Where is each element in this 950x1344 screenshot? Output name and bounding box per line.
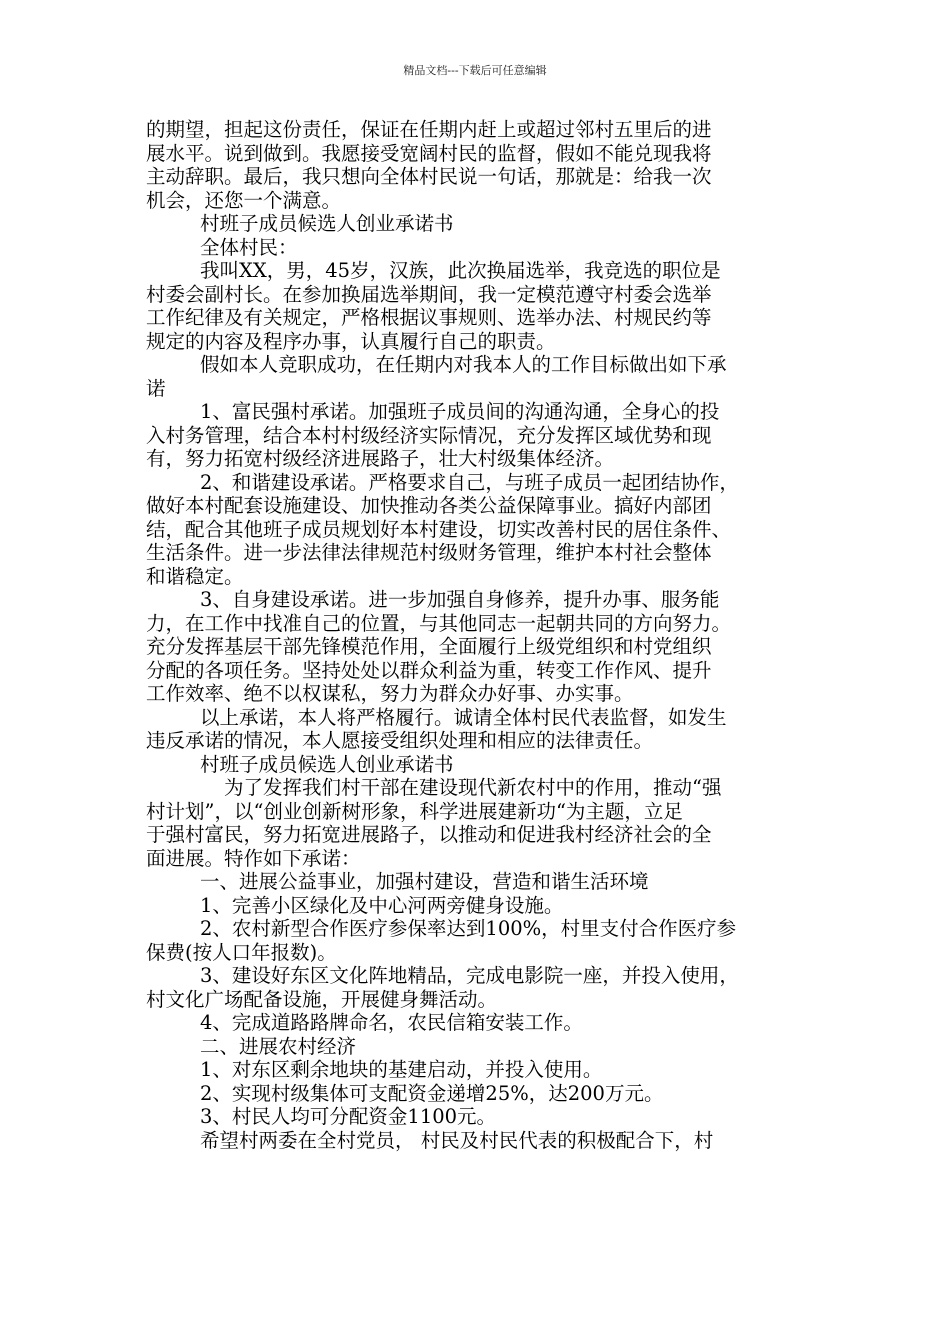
text-line: 全体村民：: [200, 235, 298, 259]
page-header: 精品文档---下载后可任意编辑: [403, 64, 547, 77]
text-line: 3、村民人均可分配资金1100元。: [200, 1105, 497, 1128]
text-line: 规定的内容及程序办事，认真履行自己的职责。: [146, 329, 556, 353]
text-line: 入村务管理，结合本村村级经济实际情况，充分发挥区域优势和现: [146, 423, 712, 447]
text-line: 一、进展公益事业，加强村建设，营造和谐生活环境: [200, 870, 649, 893]
text-line: 3、建设好东区文化阵地精品，完成电影院一座，并投入使用，: [200, 964, 739, 987]
text-line: 工作纪律及有关规定，严格根据议事规则、选举办法、村规民约等: [146, 306, 712, 329]
text-line: 诺: [146, 376, 166, 400]
text-line: 二、进展农村经济: [200, 1034, 357, 1058]
text-line: 希望村两委在全村党员， 村民及村民代表的积极配合下，村: [200, 1128, 714, 1152]
text-line: 展水平。说到做到。我愿接受宽阔村民的监督，假如不能兑现我将: [146, 141, 712, 165]
text-line: 生活条件。进一步法律法律规范村级财务管理，维护本村社会整体: [146, 541, 712, 564]
text-line: 机会，还您一个满意。: [146, 188, 342, 212]
text-line: 和谐稳定。: [146, 564, 244, 588]
text-line: 主动辞职。最后，我只想向全体村民说一句话，那就是：给我一次: [146, 165, 712, 188]
text-line: 工作效率、绝不以权谋私，努力为群众办好事、办实事。: [146, 682, 634, 705]
text-line: 3、自身建设承诺。进一步加强自身修养，提升办事、服务能: [200, 588, 720, 611]
document-body: [146, 118, 806, 1152]
text-line: 结，配合其他班子成员规划好本村建设，切实改善村民的居住条件、: [146, 517, 732, 541]
text-line: 违反承诺的情况，本人愿接受组织处理和相应的法律责任。: [146, 729, 654, 752]
text-line: 1、对东区剩余地块的基建启动，并投入使用。: [200, 1058, 603, 1081]
text-line: 我叫XX，男，45岁，汉族，此次换届选举，我竞选的职位是: [200, 259, 721, 282]
text-line: 村班子成员候选人创业承诺书: [200, 752, 454, 776]
text-line: 于强村富民，努力拓宽进展路子，以推动和促进我村经济社会的全: [146, 823, 712, 846]
text-line: 做好本村配套设施建设、加快推动各类公益保障事业。搞好内部团: [146, 494, 712, 517]
text-line: 力，在工作中找准自己的位置，与其他同志一起朝共同的方向努力。: [146, 611, 732, 635]
text-line: 为了发挥我们村干部在建设现代新农村中的作用，推动“强: [224, 776, 722, 799]
text-line: 2、农村新型合作医疗参保率达到100%，村里支付合作医疗参: [200, 917, 737, 940]
text-line: 1、富民强村承诺。加强班子成员间的沟通沟通，全身心的投: [200, 400, 720, 423]
text-line: 分配的各项任务。坚持处处以群众利益为重，转变工作作风、提升: [146, 658, 712, 682]
text-line: 假如本人竞职成功，在任期内对我本人的工作目标做出如下承: [200, 353, 727, 376]
text-line: 村文化广场配备设施，开展健身舞活动。: [146, 987, 498, 1011]
text-line: 面进展。特作如下承诺：: [146, 846, 361, 870]
text-line: 村班子成员候选人创业承诺书: [200, 212, 454, 235]
text-line: 村计划”，以“创业创新树形象，科学进展建新功“为主题，立足: [146, 799, 683, 823]
text-line: 2、和谐建设承诺。严格要求自己，与班子成员一起团结协作，: [200, 470, 739, 494]
text-line: 1、完善小区绿化及中心河两旁健身设施。: [200, 893, 564, 917]
text-line: 2、实现村级集体可支配资金递增25%，达200万元。: [200, 1081, 664, 1105]
text-line: 充分发挥基层干部先锋模范作用，全面履行上级党组织和村党组织: [146, 635, 712, 658]
text-line: 的期望，担起这份责任，保证在任期内赶上或超过邻村五里后的进: [146, 118, 712, 141]
text-line: 以上承诺，本人将严格履行。诚请全体村民代表监督，如发生: [200, 705, 727, 729]
text-line: 有，努力拓宽村级经济进展路子，壮大村级集体经济。: [146, 447, 615, 470]
text-line: 村委会副村长。在参加换届选举期间，我一定模范遵守村委会选举: [146, 282, 712, 306]
text-line: 4、完成道路路牌命名，农民信箱安装工作。: [200, 1011, 583, 1034]
text-line: 保费(按人口年报数)。: [146, 940, 337, 964]
